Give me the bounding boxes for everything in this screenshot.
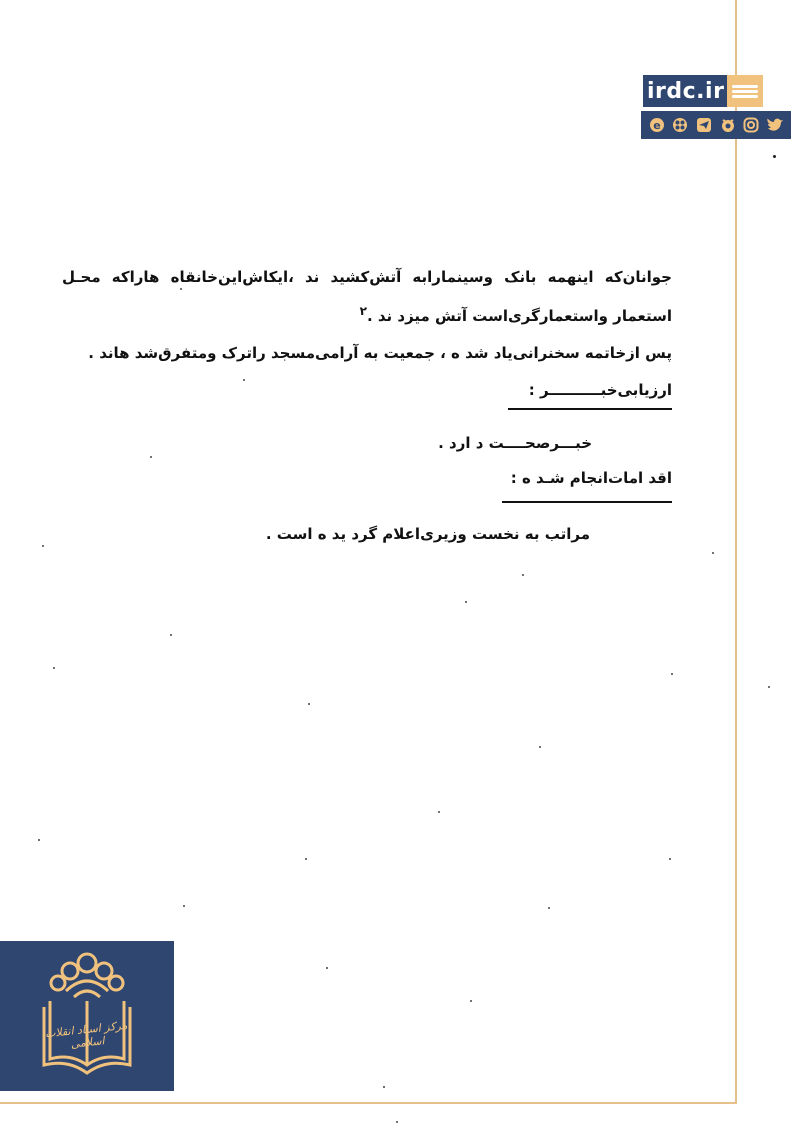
speck [669,858,671,860]
irdc-logo [0,941,174,1091]
speck [548,907,550,909]
assessment-label: ارزیابی‌خبــــــــــر : [528,381,672,399]
speck [438,811,440,813]
footnote-mark: ۲ [359,304,367,318]
svg-text:e: e [653,119,661,132]
assessment-text: خبـــرصحــــت د ارد . [438,434,592,452]
assessment-underline [508,408,672,410]
speck [768,686,770,688]
document-line-2-text: استعمار واستعمارگری‌است آتش میزد ند . [366,307,672,325]
speck [42,545,44,547]
speck [539,746,541,748]
speck [183,905,185,907]
document-line-3: پس ازخاتمه سخنرانی‌یاد شد ه ، جمعیت به آرامی‌مسجد راترک ومتفرق‌شد هاند . [88,344,672,362]
document-line-2 [360,304,672,325]
speck [180,288,182,290]
speck [396,1121,398,1123]
irdc-site-label[interactable]: irdc.ir [643,75,763,107]
speck [170,634,172,636]
document-line-1: جوانان‌که اینهمه بانک وسینمارابه آتش‌کشید ند ،ایکاش‌این‌خانقاه هاراکه محـل [62,268,672,286]
speck [383,1086,385,1088]
logo-org-name: مرکز اسناد انقلاب اسلامی [44,1019,129,1051]
actions-underline [502,501,672,503]
speck [671,673,673,675]
speck [465,601,467,603]
speck [38,839,40,841]
speck [305,858,307,860]
actions-label: اقد امات‌انجام شـد ه : [510,469,672,487]
speck [470,1000,472,1002]
speck [243,379,245,381]
speck [53,667,55,669]
speck [308,703,310,705]
speck [150,456,152,458]
speck [522,574,524,576]
speck [712,552,714,554]
speck [326,967,328,969]
actions-text: مراتب به نخست وزیری‌اعلام گرد ید ه است . [265,525,590,543]
